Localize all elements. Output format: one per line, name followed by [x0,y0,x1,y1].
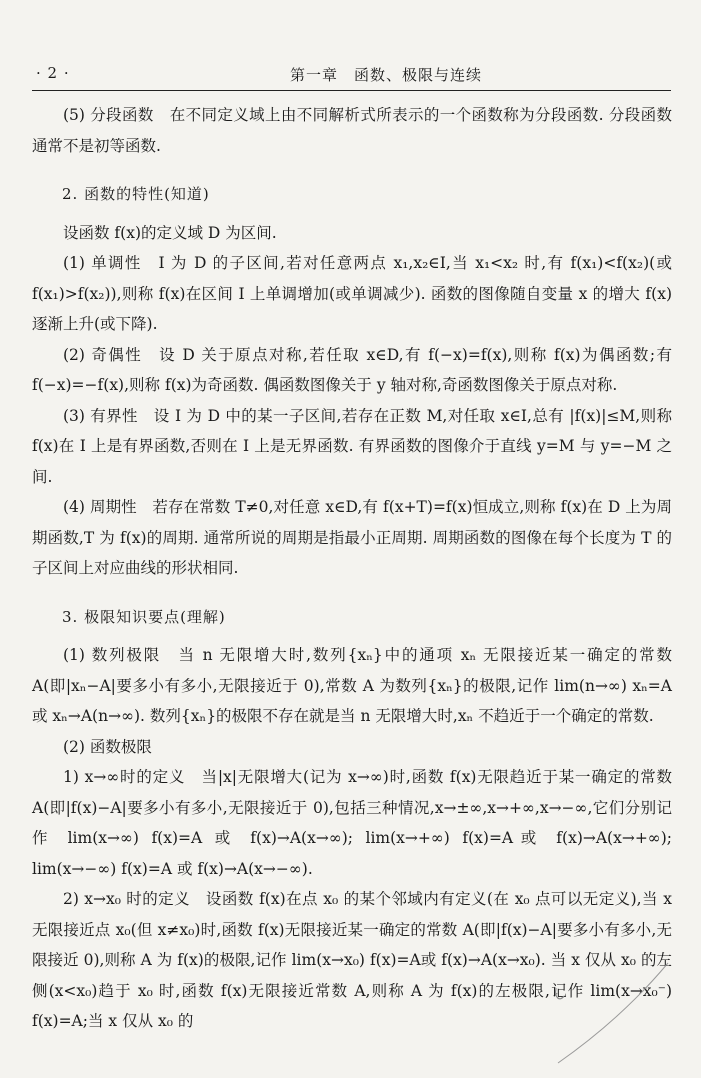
paragraph-parity: (2) 奇偶性 设 D 关于原点对称,若任取 x∈D,有 f(−x)=f(x),则称 f(x)为偶函数;有 f(−x)=−f(x),则称 f(x)为奇函数. 偶函数图像关于 y 轴对称,奇函数图像关于原点对称. [32,345,672,394]
pencil-scribble [528,958,678,1068]
paragraph-limit-at-point: 2) x→x₀ 时的定义 设函数 f(x)在点 x₀ 的某个邻域内有定义(在 x₀ 点可以无定义),当 x 无限接近点 x₀(但 x≠x₀)时,函数 f(x)无限接近某一确定的常数 A(即|f(x)−A|要多小有多小,无限接近 0),则称 A 为 f(x)的极限,记作 lim(x→x₀) f(x)=A或 f(x)→A(x→x₀). 当 x 仅从 x₀ 的左侧(x<x₀)趋于 x₀ 时,函数 f(x)无限接近常数 A,则称 A 为 f(x)的左极限,记作 lim(x→x₀⁻) f(x)=A;当 x 仅从 x₀ 的 [32,890,672,1030]
paragraph-periodicity: (4) 周期性 若存在常数 T≠0,对任意 x∈D,有 f(x+T)=f(x)恒成立,则称 f(x)在 D 上为周期函数,T 为 f(x)的周期. 通常所说的周期是指最小正周期. 周期函数的图像在每个长度为 T 的子区间上对应曲线的形状相同. [32,498,672,577]
paragraph-domain: 设函数 f(x)的定义域 D 为区间. [63,223,277,242]
paragraph-sequence-limit: (1) 数列极限 当 n 无限增大时,数列{xₙ}中的通项 xₙ 无限接近某一确定的常数 A(即|xₙ−A|要多小有多小,无限接近于 0),常数 A 为数列{xₙ}的极限,记作 lim(n→∞) xₙ=A 或 xₙ→A(n→∞). 数列{xₙ}的极限不存在就是当 n 无限增大时,xₙ 不趋近于一个确定的常数. [32,646,672,725]
section-heading-limits: 3. 极限知识要点(理解) [62,607,226,626]
running-title: 第一章 函数、极限与连续 [290,66,483,84]
paragraph-limit-at-infinity: 1) x→∞时的定义 当|x|无限增大(记为 x→∞)时,函数 f(x)无限趋近于某一确定的常数 A(即|f(x)−A|要多小有多小,无限接近于 0),包括三种情况,x→±∞,x→+∞,x→−∞,它们分别记作 lim(x→∞) f(x)=A 或 f(x)→A(x→∞); lim(x→+∞) f(x)=A或 f(x)→A(x→+∞); lim(x→−∞) f(x)=A 或 f(x)→A(x→−∞). [32,768,672,878]
paragraph-monotonicity: (1) 单调性 I 为 D 的子区间,若对任意两点 x₁,x₂∈I,当 x₁<x₂ 时,有 f(x₁)<f(x₂)(或 f(x₁)>f(x₂)),则称 f(x)在区间 I 上单调增加(或单调减少). 函数的图像随自变量 x 的增大 f(x)逐渐上升(或下降). [32,254,672,333]
paragraph-function-limit-heading: (2) 函数极限 [63,737,152,756]
section-heading-function-properties: 2. 函数的特性(知道) [62,185,210,203]
page-header [32,60,671,91]
paragraph-piecewise-function: (5) 分段函数 在不同定义域上由不同解析式所表示的一个函数称为分段函数. 分段函数通常不是初等函数. [32,106,672,155]
body-text [32,100,672,1037]
paragraph-boundedness: (3) 有界性 设 I 为 D 中的某一子区间,若存在正数 M,对任取 x∈I,总有 |f(x)|≤M,则称 f(x)在 I 上是有界函数,否则在 I 上是无界函数. 有界函数的图像介于直线 y=M 与 y=−M 之间. [32,406,672,486]
page-number: · 2 · [36,64,70,82]
